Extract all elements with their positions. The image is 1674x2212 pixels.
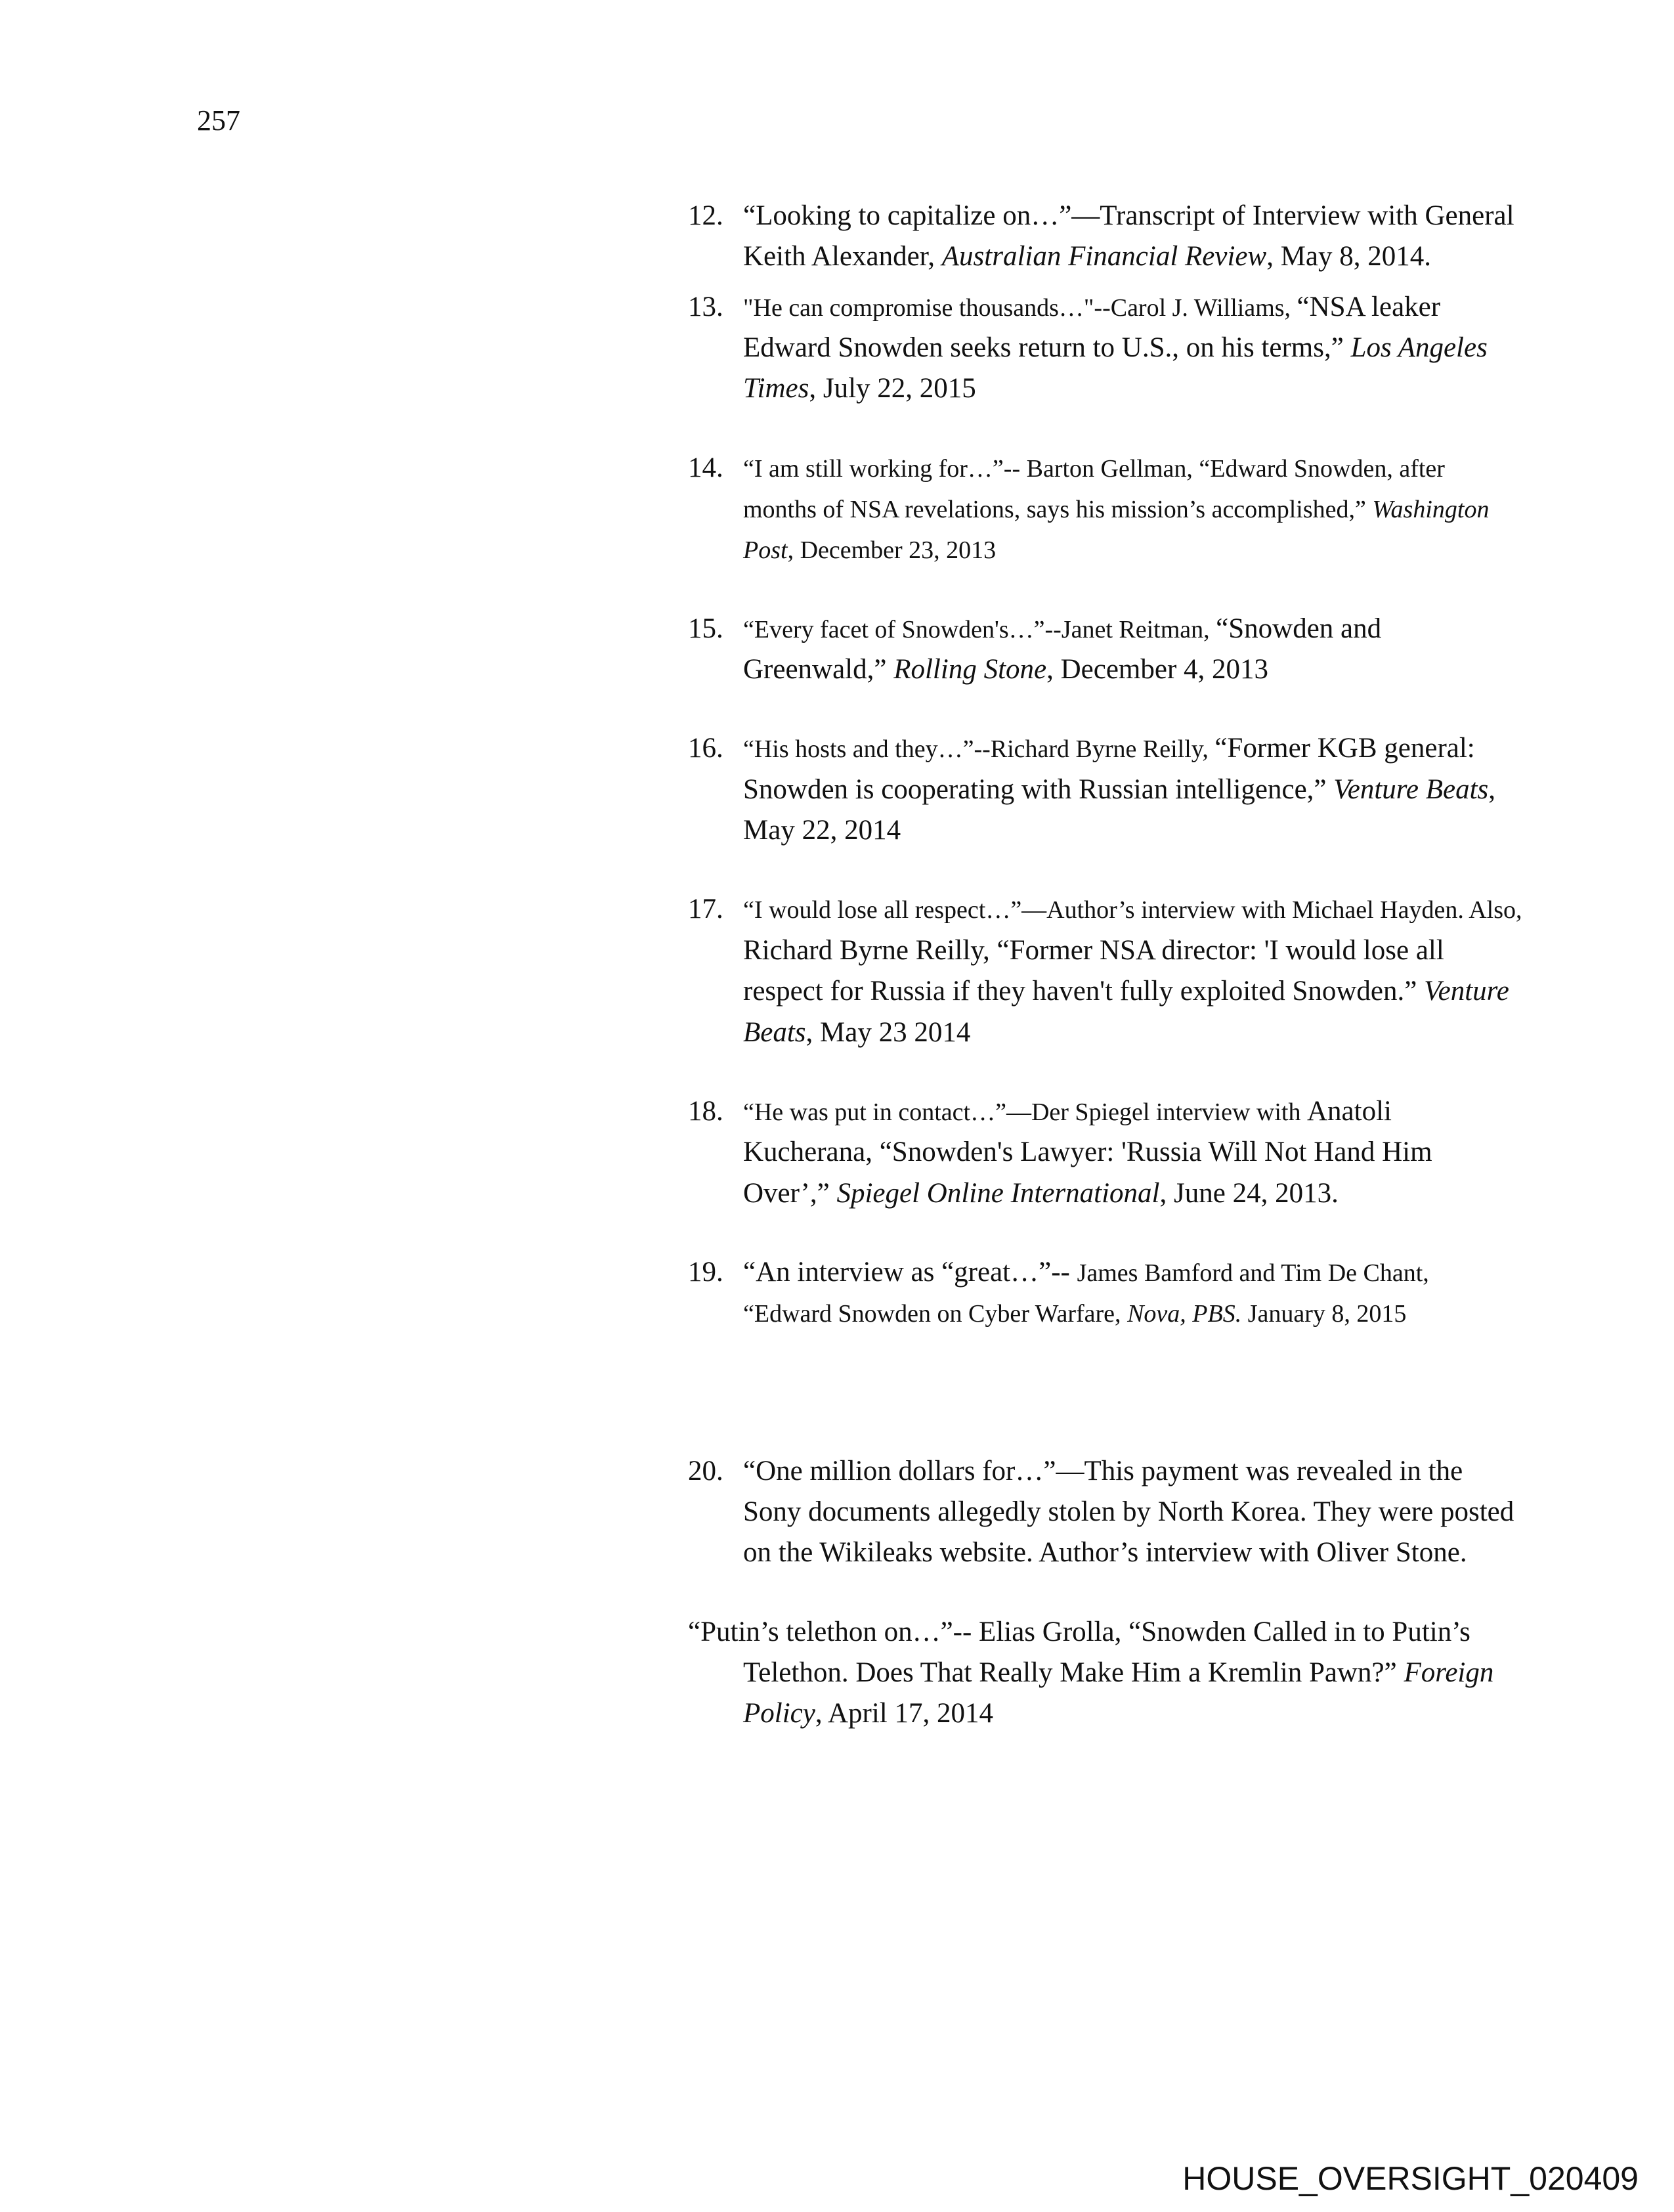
endnote-text: , May 22, 2014 xyxy=(743,773,1496,846)
endnote-number: 16. xyxy=(688,733,723,764)
endnote-publication: Nova, PBS. xyxy=(1127,1300,1242,1328)
endnote-text: , December 4, 2013 xyxy=(1046,654,1269,685)
endnote-text: Anatoli Kucherana, “Snowden's Lawyer: 'Russia Will Not Hand Him Over’,” xyxy=(743,1095,1432,1209)
endnote-number: 17. xyxy=(688,894,723,925)
endnote-text: January 8, 2015 xyxy=(1241,1300,1407,1328)
endnote-body xyxy=(743,609,1523,691)
endnote-publication: Washington Post xyxy=(743,496,1490,565)
endnote-body xyxy=(743,1451,1523,1574)
endnote-text: “I would lose all respect…”—Author’s interview with Michael Hayden. Also, xyxy=(743,896,1522,924)
endnote-text: “Looking to capitalize on…”—Transcript of Interview with General Keith Alexander, xyxy=(743,200,1514,272)
endnote-text: Richard Byrne Reilly, “Former NSA director: 'I would lose all respect for Russia if they haven't fully exploited Snowden.” xyxy=(743,934,1444,1007)
endnote-body xyxy=(743,196,1523,278)
endnote-body xyxy=(743,889,1523,1052)
endnote-item-putin xyxy=(688,1612,1523,1735)
endnote-item-13 xyxy=(688,287,1523,410)
endnote-number: 18. xyxy=(688,1095,723,1127)
endnote-number: 12. xyxy=(688,200,723,231)
endnote-body xyxy=(743,1091,1523,1214)
endnote-text: , May 23 2014 xyxy=(805,1016,971,1048)
endnote-publication: Foreign Policy xyxy=(743,1657,1494,1729)
endnote-text: , April 17, 2014 xyxy=(815,1698,993,1729)
endnote-text: “Putin’s telethon on…”-- Elias Grolla, “Snowden Called in to Putin’s Telethon. Does That Really Make Him a Kremlin Pawn?” xyxy=(688,1616,1470,1688)
endnote-body xyxy=(743,728,1523,851)
endnote-publication: Venture Beats xyxy=(743,976,1509,1048)
endnote-text: “Former KGB general: Snowden is cooperating with Russian intelligence,” xyxy=(743,733,1475,805)
endnote-text: “An interview as “great…”-- xyxy=(743,1256,1077,1288)
endnote-list xyxy=(688,196,1523,1735)
endnote-publication: Australian Financial Review xyxy=(941,241,1267,272)
endnote-text: “One million dollars for…”—This payment was revealed in the Sony documents allegedly stolen by North Korea. They were posted on the Wikileaks website. Author’s interview with Oliver Stone. xyxy=(743,1455,1514,1569)
endnote-body xyxy=(743,1252,1523,1334)
endnote-publication: Venture Beats xyxy=(1333,773,1489,805)
page-number: 257 xyxy=(197,104,240,137)
endnote-item-20 xyxy=(688,1451,1523,1574)
endnote-item-12 xyxy=(688,196,1523,278)
endnote-text: James Bamford and Tim De Chant, “Edward Snowden on Cyber Warfare, xyxy=(743,1259,1429,1328)
endnote-text: “He was put in contact…”—Der Spiegel interview with xyxy=(743,1098,1307,1126)
endnote-item-14 xyxy=(688,448,1523,571)
endnote-text: “Snowden and Greenwald,” xyxy=(743,613,1382,685)
endnote-item-16 xyxy=(688,728,1523,851)
endnote-text: , December 23, 2013 xyxy=(787,536,997,565)
endnote-publication: Los Angeles Times xyxy=(743,332,1488,404)
endnote-item-15 xyxy=(688,609,1523,691)
endnote-item-17 xyxy=(688,889,1523,1052)
endnote-number: 14. xyxy=(688,452,723,483)
endnote-number: 20. xyxy=(688,1455,723,1486)
endnote-publication: Rolling Stone xyxy=(893,654,1047,685)
endnote-text: "He can compromise thousands…"--Carol J. Williams, xyxy=(743,293,1297,322)
endnote-text: “I am still working for…”-- Barton Gellman, “Edward Snowden, after months of NSA revelations, says his mission’s accomplished,” xyxy=(743,454,1445,524)
endnote-body xyxy=(743,448,1523,571)
endnote-text: , May 8, 2014. xyxy=(1266,241,1432,272)
endnote-item-18 xyxy=(688,1091,1523,1214)
endnote-item-19 xyxy=(688,1252,1523,1334)
endnote-text: , June 24, 2013. xyxy=(1159,1177,1339,1209)
bates-stamp: HOUSE_OVERSIGHT_020409 xyxy=(1182,2160,1639,2197)
endnote-number: 15. xyxy=(688,613,723,644)
endnote-publication: Spiegel Online International xyxy=(836,1177,1160,1209)
endnote-body xyxy=(743,287,1523,410)
endnote-text: , July 22, 2015 xyxy=(809,373,976,404)
endnote-text: “His hosts and they…”--Richard Byrne Reilly, xyxy=(743,735,1215,764)
endnote-number: 19. xyxy=(688,1256,723,1288)
endnote-text: “Every facet of Snowden's…”--Janet Reitman, xyxy=(743,615,1216,643)
endnote-text: “NSA leaker Edward Snowden seeks return to U.S., on his terms,” xyxy=(743,291,1441,364)
endnote-number: 13. xyxy=(688,291,723,322)
